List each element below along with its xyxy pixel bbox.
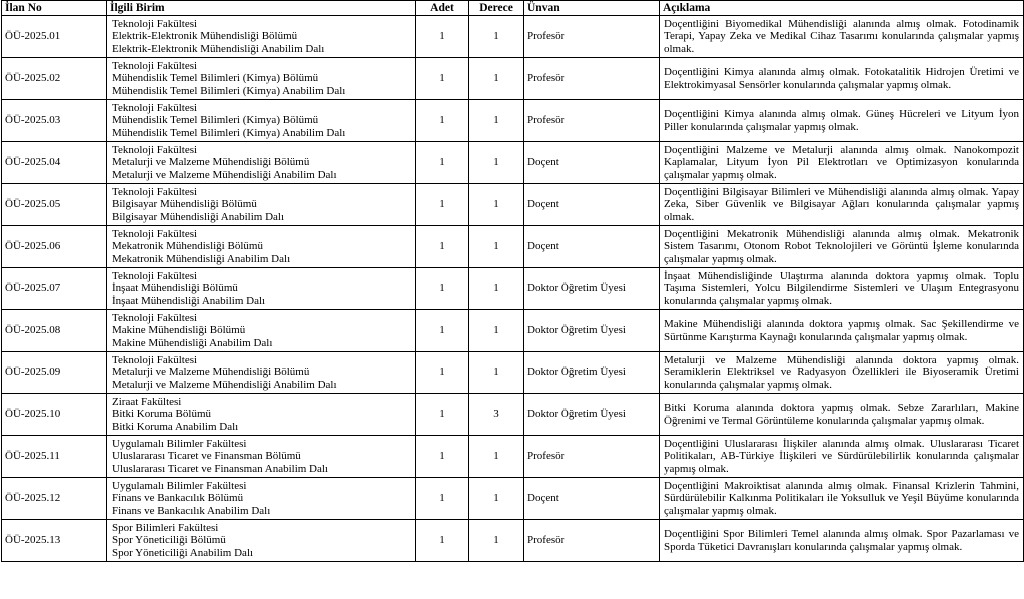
aciklama-cell: Doçentliğini Biyomedikal Mühendisliği alanında almış olmak. Fotodinamik Terapi, Yapay Zeka ve Medikal Cihaz Tasarımı konularında çalışmalar yapmış olmak. [660,16,1024,58]
anabilim-line: Elektrik-Elektronik Mühendisliği Anabilim Dalı [112,42,325,55]
ilan-no-cell: ÖÜ-2025.08 [2,310,107,352]
header-birim: İlgili Birim [107,1,416,16]
adet-cell: 1 [416,226,469,268]
bolum-line: Mekatronik Mühendisliği Bölümü [112,240,263,253]
anabilim-line: Mühendislik Temel Bilimleri (Kimya) Anabilim Dalı [112,84,346,97]
header-row [2,1,1024,16]
birim-cell [107,58,416,100]
derece-cell: 1 [469,16,524,58]
ilan-no-cell: ÖÜ-2025.05 [2,184,107,226]
anabilim-line: İnşaat Mühendisliği Anabilim Dalı [112,294,266,307]
fakulte-line: Teknoloji Fakültesi [112,102,198,115]
unvan-cell: Doktor Öğretim Üyesi [524,268,660,310]
unvan-cell: Doçent [524,478,660,520]
table-row [2,352,1024,394]
table-row [2,268,1024,310]
birim-cell [107,436,416,478]
adet-cell: 1 [416,310,469,352]
unvan-cell: Doçent [524,226,660,268]
bolum-line: Spor Yöneticiliği Bölümü [112,534,226,547]
table-body [2,16,1024,562]
adet-cell: 1 [416,520,469,562]
aciklama-cell: Doçentliğini Uluslararası İlişkiler alanında almış olmak. Uluslararası Ticaret Politikaları, AB-Türkiye İlişkileri ve Sürdürülebilirlik konularında çalışmalar yapmış olmak. [660,436,1024,478]
derece-cell: 1 [469,226,524,268]
aciklama-cell: Doçentliğini Kimya alanında almış olmak. Güneş Hücreleri ve Lityum İyon Piller konularında çalışmalar yapmış olmak. [660,100,1024,142]
birim-cell [107,478,416,520]
birim-cell [107,142,416,184]
derece-cell: 1 [469,520,524,562]
bolum-line: Metalurji ve Malzeme Mühendisliği Bölümü [112,366,310,379]
ilan-no-cell: ÖÜ-2025.12 [2,478,107,520]
table-row [2,478,1024,520]
table-row [2,16,1024,58]
birim-cell [107,226,416,268]
birim-cell [107,520,416,562]
fakulte-line: Teknoloji Fakültesi [112,144,198,157]
header-adet: Adet [416,1,469,16]
anabilim-line: Mühendislik Temel Bilimleri (Kimya) Anabilim Dalı [112,126,346,139]
ilan-no-cell: ÖÜ-2025.07 [2,268,107,310]
fakulte-line: Teknoloji Fakültesi [112,354,198,367]
bolum-line: Bitki Koruma Bölümü [112,408,211,421]
ilan-no-cell: ÖÜ-2025.01 [2,16,107,58]
derece-cell: 1 [469,184,524,226]
bolum-line: Makine Mühendisliği Bölümü [112,324,246,337]
aciklama-cell: Doçentliğini Bilgisayar Bilimleri ve Mühendisliği alanında almış olmak. Yapay Zeka, Siber Güvenlik ve Bilgisayar Ağları konularında çalışmalar yapmış olmak. [660,184,1024,226]
birim-cell [107,184,416,226]
header-derece: Derece [469,1,524,16]
table-row [2,310,1024,352]
ilan-no-cell: ÖÜ-2025.11 [2,436,107,478]
header-ilan-no: İlan No [2,1,107,16]
unvan-cell: Profesör [524,436,660,478]
anabilim-line: Metalurji ve Malzeme Mühendisliği Anabilim Dalı [112,378,337,391]
fakulte-line: Uygulamalı Bilimler Fakültesi [112,438,247,451]
birim-cell [107,100,416,142]
ilan-no-cell: ÖÜ-2025.09 [2,352,107,394]
aciklama-cell: Doçentliğini Malzeme ve Metalurji alanında almış olmak. Nanokompozit Kaplamalar, Lityum İyon Pil Elektrotları ve Optimizasyon konularında çalışmalar yapmış olmak. [660,142,1024,184]
birim-cell [107,268,416,310]
fakulte-line: Spor Bilimleri Fakültesi [112,522,219,535]
fakulte-line: Uygulamalı Bilimler Fakültesi [112,480,247,493]
derece-cell: 1 [469,268,524,310]
aciklama-cell: İnşaat Mühendisliğinde Ulaştırma alanında doktora yapmış olmak. Toplu Taşıma Sistemleri, Yolcu Bilgilendirme Sistemleri ve Ulaşım Entegrasyonu konularında çalışmalar yapmış olmak. [660,268,1024,310]
table-row [2,184,1024,226]
anabilim-line: Makine Mühendisliği Anabilim Dalı [112,336,273,349]
birim-cell [107,394,416,436]
aciklama-cell: Doçentliğini Makroiktisat alanında almış olmak. Finansal Krizlerin Tahmini, Sürdürülebilir Kalkınma Politikaları ile Yoksulluk ve Yeşil Büyüme konularında çalışmalar yapmış olmak. [660,478,1024,520]
unvan-cell: Profesör [524,58,660,100]
adet-cell: 1 [416,142,469,184]
anabilim-line: Uluslararası Ticaret ve Finansman Anabilim Dalı [112,462,328,475]
table-row [2,100,1024,142]
derece-cell: 3 [469,394,524,436]
ilan-no-cell: ÖÜ-2025.02 [2,58,107,100]
header-unvan: Ünvan [524,1,660,16]
ilan-no-cell: ÖÜ-2025.04 [2,142,107,184]
table-row [2,142,1024,184]
fakulte-line: Teknoloji Fakültesi [112,60,198,73]
adet-cell: 1 [416,100,469,142]
table-row [2,520,1024,562]
bolum-line: Bilgisayar Mühendisliği Bölümü [112,198,257,211]
aciklama-cell: Metalurji ve Malzeme Mühendisliği alanında doktora yapmış olmak. Seramiklerin Elektriksel ve Radyasyon Özellikleri ile Biyoseramik Üretimi konularında çalışmalar yapmış olmak. [660,352,1024,394]
anabilim-line: Spor Yöneticiliği Anabilim Dalı [112,546,254,559]
adet-cell: 1 [416,268,469,310]
derece-cell: 1 [469,436,524,478]
table-row [2,226,1024,268]
unvan-cell: Profesör [524,520,660,562]
fakulte-line: Teknoloji Fakültesi [112,270,198,283]
anabilim-line: Metalurji ve Malzeme Mühendisliği Anabilim Dalı [112,168,337,181]
adet-cell: 1 [416,184,469,226]
anabilim-line: Bitki Koruma Anabilim Dalı [112,420,239,433]
ilan-no-cell: ÖÜ-2025.10 [2,394,107,436]
unvan-cell: Doktor Öğretim Üyesi [524,352,660,394]
ilan-no-cell: ÖÜ-2025.06 [2,226,107,268]
unvan-cell: Doktor Öğretim Üyesi [524,310,660,352]
anabilim-line: Bilgisayar Mühendisliği Anabilim Dalı [112,210,285,223]
aciklama-cell: Makine Mühendisliği alanında doktora yapmış olmak. Sac Şekillendirme ve Sürtünme Karıştırma Kaynağı konularında çalışmalar yapmış olmak. [660,310,1024,352]
header-aciklama: Açıklama [660,1,1024,16]
table-row [2,436,1024,478]
ilan-no-cell: ÖÜ-2025.03 [2,100,107,142]
fakulte-line: Teknoloji Fakültesi [112,18,198,31]
bolum-line: Uluslararası Ticaret ve Finansman Bölümü [112,450,301,463]
positions-table [1,0,1024,562]
adet-cell: 1 [416,394,469,436]
bolum-line: Finans ve Bankacılık Bölümü [112,492,244,505]
ilan-no-cell: ÖÜ-2025.13 [2,520,107,562]
bolum-line: Elektrik-Elektronik Mühendisliği Bölümü [112,30,298,43]
bolum-line: Metalurji ve Malzeme Mühendisliği Bölümü [112,156,310,169]
derece-cell: 1 [469,478,524,520]
derece-cell: 1 [469,100,524,142]
bolum-line: Mühendislik Temel Bilimleri (Kimya) Bölümü [112,72,319,85]
birim-cell [107,16,416,58]
fakulte-line: Teknoloji Fakültesi [112,228,198,241]
aciklama-cell: Bitki Koruma alanında doktora yapmış olmak. Sebze Zararlıları, Makine Öğrenimi ve Termal Görüntüleme konularında çalışmalar yapmış olmak. [660,394,1024,436]
anabilim-line: Mekatronik Mühendisliği Anabilim Dalı [112,252,291,265]
adet-cell: 1 [416,16,469,58]
bolum-line: İnşaat Mühendisliği Bölümü [112,282,238,295]
unvan-cell: Doçent [524,184,660,226]
derece-cell: 1 [469,58,524,100]
derece-cell: 1 [469,142,524,184]
aciklama-cell: Doçentliğini Mekatronik Mühendisliği alanında almış olmak. Mekatronik Sistem Tasarımı, Otonom Robot Teknolojileri ve Görüntü İşleme konularında çalışmalar yapmış olmak. [660,226,1024,268]
table-row [2,394,1024,436]
table-row [2,58,1024,100]
anabilim-line: Finans ve Bankacılık Anabilim Dalı [112,504,271,517]
bolum-line: Mühendislik Temel Bilimleri (Kimya) Bölümü [112,114,319,127]
fakulte-line: Teknoloji Fakültesi [112,312,198,325]
aciklama-cell: Doçentliğini Kimya alanında almış olmak. Fotokatalitik Hidrojen Üretimi ve Elektrokimyasal Sensörler konularında çalışmalar yapmış olmak. [660,58,1024,100]
adet-cell: 1 [416,436,469,478]
fakulte-line: Ziraat Fakültesi [112,396,182,409]
birim-cell [107,352,416,394]
birim-cell [107,310,416,352]
derece-cell: 1 [469,310,524,352]
adet-cell: 1 [416,478,469,520]
derece-cell: 1 [469,352,524,394]
unvan-cell: Doktor Öğretim Üyesi [524,394,660,436]
adet-cell: 1 [416,352,469,394]
aciklama-cell: Doçentliğini Spor Bilimleri Temel alanında almış olmak. Spor Pazarlaması ve Sporda Tüketici Davranışları konularında çalışmalar yapmış olmak. [660,520,1024,562]
unvan-cell: Profesör [524,16,660,58]
fakulte-line: Teknoloji Fakültesi [112,186,198,199]
unvan-cell: Profesör [524,100,660,142]
unvan-cell: Doçent [524,142,660,184]
adet-cell: 1 [416,58,469,100]
